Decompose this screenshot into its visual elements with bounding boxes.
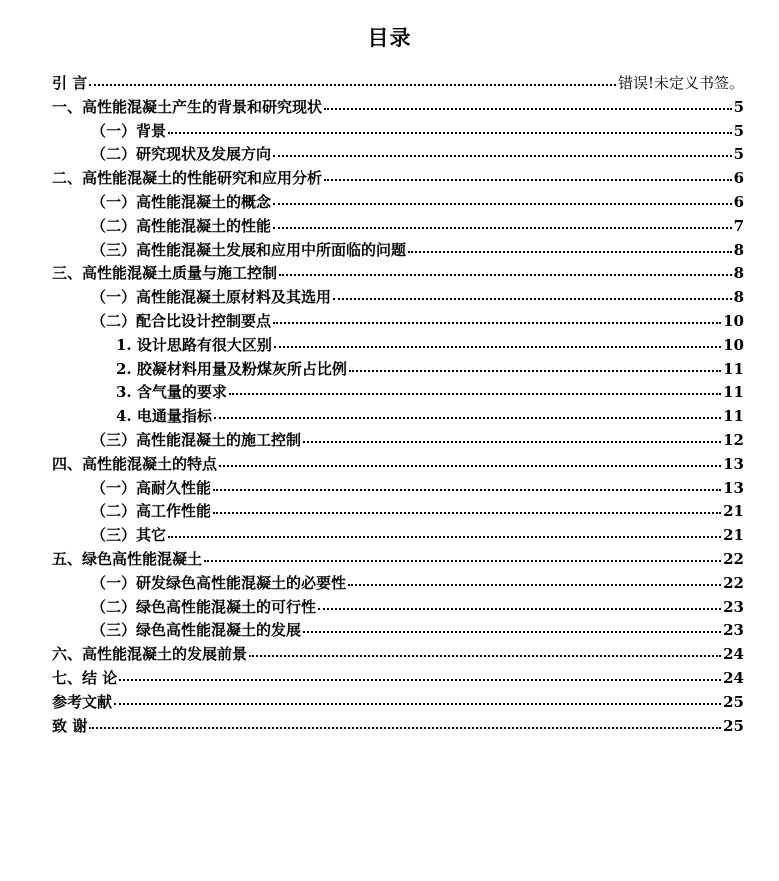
toc-entry-label: 参考文献	[52, 692, 113, 711]
table-of-contents	[52, 72, 744, 738]
toc-entry[interactable]	[52, 572, 744, 596]
toc-entry-page-number: 8	[733, 264, 744, 283]
dot-leader	[213, 489, 721, 491]
toc-entry[interactable]	[52, 120, 744, 144]
toc-entry-label: （一）高性能混凝土的概念	[91, 192, 272, 211]
toc-entry-label: （一）高耐久性能	[91, 478, 212, 497]
dot-leader	[219, 465, 721, 467]
toc-entry[interactable]	[52, 477, 744, 501]
toc-entry[interactable]	[52, 500, 744, 524]
dot-leader	[204, 560, 721, 562]
dot-leader	[303, 441, 721, 443]
dot-leader	[279, 274, 732, 276]
toc-entry-label: 3. 含气量的要求	[116, 383, 227, 402]
toc-entry-page-number: 23	[723, 621, 744, 640]
dot-leader	[273, 203, 732, 205]
dot-leader	[168, 536, 721, 538]
toc-entry[interactable]	[52, 619, 744, 643]
toc-entry-label: （三）绿色高性能混凝土的发展	[91, 621, 302, 640]
dot-leader	[213, 512, 721, 514]
dot-leader	[408, 251, 732, 253]
toc-entry-label: 一、高性能混凝土产生的背景和研究现状	[52, 97, 323, 116]
toc-entry-page-number: 24	[723, 668, 744, 687]
toc-entry[interactable]	[52, 358, 744, 382]
toc-entry-page-number: 11	[723, 407, 744, 426]
toc-entry-label: 四、高性能混凝土的特点	[52, 454, 218, 473]
toc-entry-page-number: 6	[733, 192, 744, 211]
toc-entry-label: 五、绿色高性能混凝土	[52, 549, 203, 568]
dot-leader	[168, 132, 732, 134]
toc-entry-page-number: 22	[723, 549, 744, 568]
toc-entry-page-number: 23	[723, 597, 744, 616]
toc-entry-label: （二）绿色高性能混凝土的可行性	[91, 597, 317, 616]
toc-entry[interactable]	[52, 262, 744, 286]
toc-entry-page-number: 5	[733, 97, 744, 116]
dot-leader	[114, 703, 721, 705]
dot-leader	[273, 322, 721, 324]
toc-entry-page-number: 错误!未定义书签。	[617, 74, 744, 92]
toc-entry[interactable]	[52, 191, 744, 215]
toc-entry-page-number: 7	[733, 216, 744, 235]
toc-entry-label: （二）配合比设计控制要点	[91, 311, 272, 330]
toc-entry-page-number: 6	[733, 169, 744, 188]
toc-entry-label: （一）高性能混凝土原材料及其选用	[91, 288, 332, 307]
dot-leader	[324, 179, 732, 181]
dot-leader	[229, 393, 721, 395]
toc-entry[interactable]	[52, 239, 744, 263]
dot-leader	[273, 155, 732, 157]
toc-entry-label: （一）背景	[91, 121, 167, 140]
toc-entry[interactable]	[52, 143, 744, 167]
toc-entry[interactable]	[52, 167, 744, 191]
toc-entry-page-number: 13	[723, 454, 744, 473]
toc-entry[interactable]	[52, 405, 744, 429]
dot-leader	[318, 608, 721, 610]
dot-leader	[324, 108, 732, 110]
toc-entry[interactable]	[52, 548, 744, 572]
toc-entry-label: 三、高性能混凝土质量与施工控制	[52, 264, 278, 283]
toc-entry-page-number: 25	[723, 716, 744, 735]
toc-entry[interactable]	[52, 381, 744, 405]
dot-leader	[333, 298, 732, 300]
dot-leader	[348, 584, 721, 586]
toc-entry-label: （二）高工作性能	[91, 502, 212, 521]
toc-title: 目录	[367, 25, 412, 50]
toc-entry-label: 致 谢	[52, 716, 88, 735]
dot-leader	[214, 417, 721, 419]
toc-entry-page-number: 10	[723, 311, 744, 330]
toc-entry-page-number: 5	[733, 145, 744, 164]
toc-entry[interactable]	[52, 667, 744, 691]
toc-entry[interactable]	[52, 72, 744, 96]
toc-entry-label: 二、高性能混凝土的性能研究和应用分析	[52, 169, 323, 188]
toc-entry[interactable]	[52, 334, 744, 358]
dot-leader	[303, 631, 721, 633]
toc-entry-page-number: 12	[723, 430, 744, 449]
toc-entry-label: （三）高性能混凝土发展和应用中所面临的问题	[91, 240, 407, 259]
toc-entry[interactable]	[52, 643, 744, 667]
toc-entry-label: （二）高性能混凝土的性能	[91, 216, 272, 235]
toc-entry-page-number: 5	[733, 121, 744, 140]
toc-entry-page-number: 25	[723, 692, 744, 711]
toc-entry[interactable]	[52, 715, 744, 739]
toc-entry[interactable]	[52, 96, 744, 120]
toc-entry[interactable]	[52, 453, 744, 477]
toc-entry[interactable]	[52, 691, 744, 715]
dot-leader	[349, 370, 721, 372]
toc-entry-label: （二）研究现状及发展方向	[91, 145, 272, 164]
toc-entry-page-number: 24	[723, 645, 744, 664]
toc-entry-label: （一）研发绿色高性能混凝土的必要性	[91, 573, 347, 592]
toc-entry[interactable]	[52, 310, 744, 334]
toc-entry-page-number: 13	[723, 478, 744, 497]
toc-entry-label: （三）其它	[91, 526, 167, 545]
toc-entry-label: （三）高性能混凝土的施工控制	[91, 430, 302, 449]
toc-entry-label: 1. 设计思路有很大区别	[116, 335, 272, 354]
toc-entry[interactable]	[52, 286, 744, 310]
toc-entry-page-number: 22	[723, 573, 744, 592]
dot-leader	[249, 655, 721, 657]
toc-entry-label: 4. 电通量指标	[116, 407, 212, 426]
toc-entry-page-number: 8	[733, 240, 744, 259]
toc-entry-page-number: 21	[723, 526, 744, 545]
toc-entry-label: 引 言	[52, 74, 88, 92]
toc-entry-page-number: 21	[723, 502, 744, 521]
dot-leader	[89, 727, 721, 729]
toc-entry[interactable]	[52, 596, 744, 620]
dot-leader	[89, 84, 616, 86]
toc-entry-page-number: 11	[723, 383, 744, 402]
toc-entry-page-number: 10	[723, 335, 744, 354]
toc-entry-page-number: 8	[733, 288, 744, 307]
dot-leader	[119, 679, 721, 681]
dot-leader	[273, 227, 732, 229]
toc-entry-label: 七、结 论	[52, 668, 118, 687]
toc-entry[interactable]	[52, 524, 744, 548]
toc-entry-label: 2. 胶凝材料用量及粉煤灰所占比例	[116, 359, 347, 378]
dot-leader	[274, 346, 721, 348]
toc-entry-label: 六、高性能混凝土的发展前景	[52, 645, 248, 664]
toc-entry[interactable]	[52, 215, 744, 239]
toc-entry[interactable]	[52, 429, 744, 453]
toc-entry-page-number: 11	[723, 359, 744, 378]
